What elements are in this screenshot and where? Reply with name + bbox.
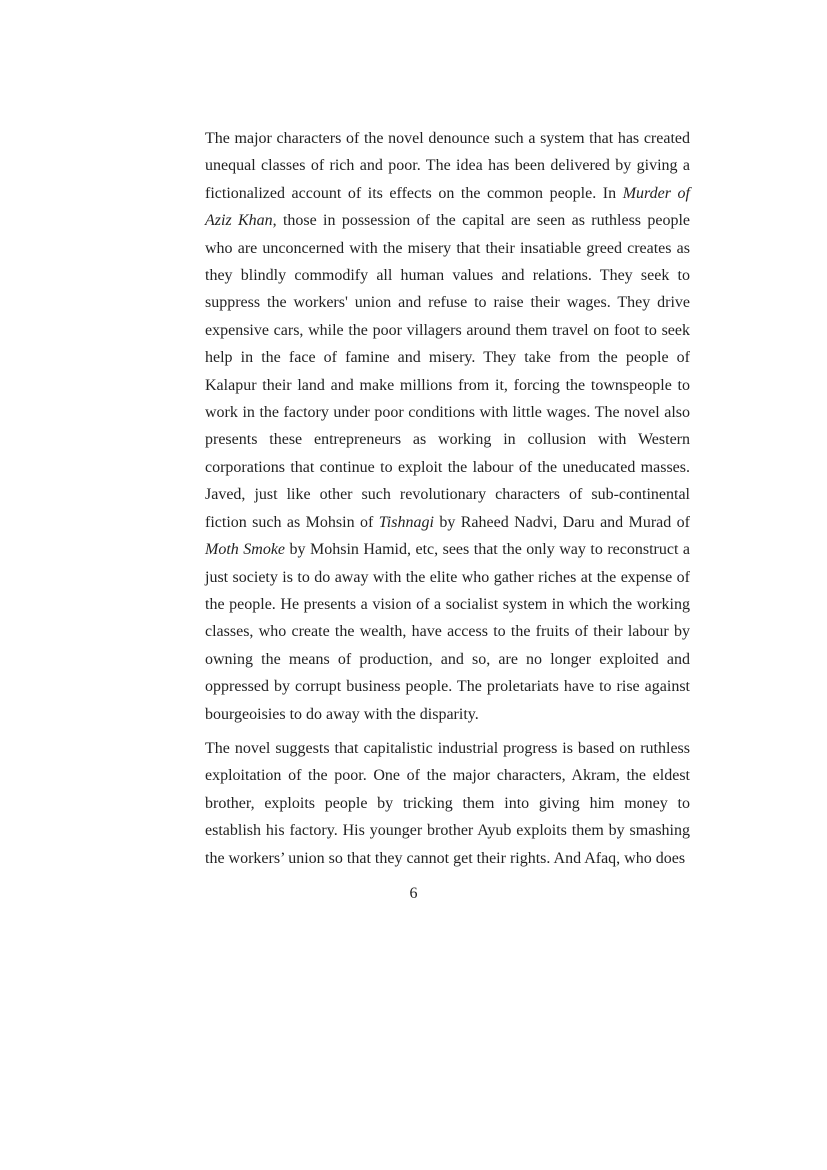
paragraph-1 xyxy=(205,125,690,728)
paragraph-1-segment: , those in possession of the capital are seen as ruthless people who are unconcerned with the misery that their insatiable greed creates as they blindly commodify all human values and relations. They seek to suppress the workers' union and refuse to raise their wages. They drive expensive cars, while the poor villagers around them travel on foot to seek help in the face of famine and misery. They take from the people of Kalapur their land and make millions from it, forcing the townspeople to work in the factory under poor conditions with little wages. The novel also presents these entrepreneurs as working in collusion with Western corporations that continue to exploit the labour of the uneducated masses. Javed, just like other such revolutionary characters of sub-continental fiction such as Mohsin of xyxy=(205,212,690,531)
book-title-moth-smoke: Moth Smoke xyxy=(205,541,286,559)
paragraph-1-segment: The major characters of the novel denounce such a system that has created unequal classes of rich and poor. The idea has been delivered by giving a fictionalized account of its effects on the common people. In xyxy=(205,130,690,202)
body-text xyxy=(205,125,690,879)
paragraph-2-segment: The novel suggests that capitalistic industrial progress is based on ruthless exploitation of the poor. One of the major characters, Akram, the eldest brother, exploits people by tricking them into giving him money to establish his factory. His younger brother Ayub exploits them by smashing the workers’ union so that they cannot get their rights. And Afaq, who does xyxy=(205,739,690,867)
page-number: 6 xyxy=(409,885,418,902)
paragraph-1-segment: by Raheed Nadvi, Daru and Murad of xyxy=(433,513,690,531)
paragraph-2 xyxy=(205,735,690,872)
paragraph-1-segment: by Mohsin Hamid, etc, sees that the only way to reconstruct a just society is to do away with the elite who gather riches at the expense of the people. He presents a vision of a socialist system in which the working classes, who create the wealth, have access to the fruits of their labour by owning the means of production, and so, are no longer exploited and oppressed by corrupt business people. The proletariats have to rise against bourgeoisies to do away with the disparity. xyxy=(205,541,691,723)
book-title-tishnagi: Tishnagi xyxy=(378,513,434,531)
book-title-murder-of-aziz-khan: Murder of Aziz Khan xyxy=(205,184,691,230)
